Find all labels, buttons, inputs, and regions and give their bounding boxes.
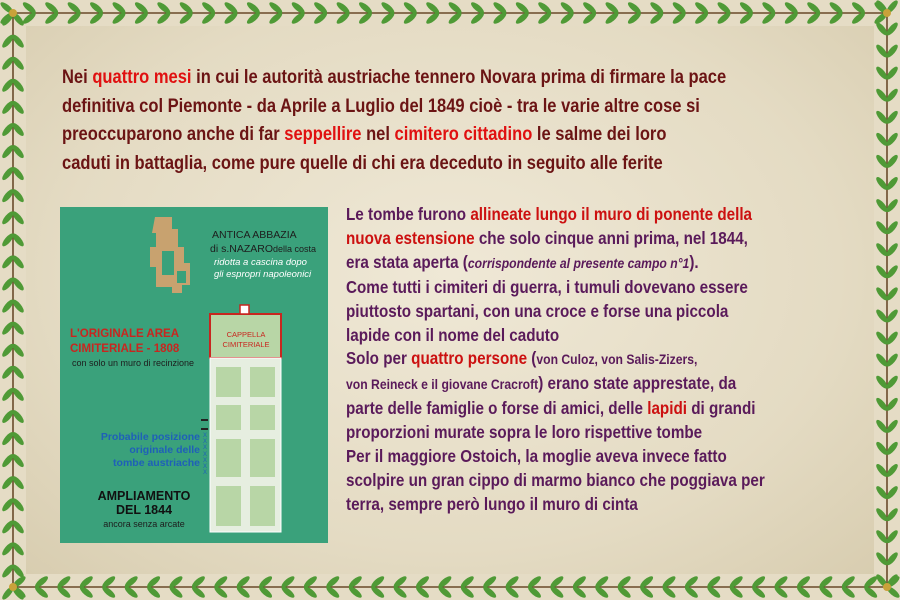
intro-text: preoccuparono anche di far [62, 124, 285, 145]
frame-corner-flower [883, 583, 891, 591]
body-paragraph [346, 203, 765, 517]
abbey-wing [177, 271, 186, 283]
highlight-quattro-persone: quattro persone [411, 348, 528, 369]
body-text: ). [689, 251, 699, 272]
expansion-line: AMPLIAMENTO [97, 489, 191, 503]
chapel-label-line: CAPPELLA [226, 330, 266, 339]
body-line [346, 251, 765, 276]
chapel-icon [240, 305, 249, 314]
abbey-suffix: della costa [273, 244, 317, 254]
body-line [346, 347, 765, 372]
original-area-label [70, 327, 179, 357]
chapel-label [220, 330, 272, 350]
body-line [346, 397, 765, 421]
expansion-block [216, 486, 241, 526]
names-small: von Reineck e il giovane Cracroft [346, 376, 539, 393]
intro-paragraph [62, 64, 749, 178]
probable-line: Probabile posizione [100, 431, 200, 443]
intro-text: nel [361, 124, 395, 145]
italic-note: corrispondente al presente campo n°1 [467, 254, 690, 271]
frame-corner-flower [9, 583, 17, 591]
body-line [346, 227, 765, 251]
abbey-courtyard [162, 251, 174, 275]
highlight-lapidi: lapidi [647, 398, 687, 419]
intro-text: Nei [62, 67, 93, 88]
intro-text: le salme dei loro [532, 124, 667, 145]
body-text: che solo cinque anni prima, nel 1844, [474, 227, 748, 248]
abbey-note-line: ridotta a cascina dopo [214, 257, 307, 268]
expansion-note: ancora senza arcate [103, 519, 185, 529]
expansion-block [250, 439, 275, 477]
probable-line: originale delle [129, 444, 200, 456]
body-line [346, 372, 765, 397]
abbey-note-line: gli espropri napoleonici [214, 269, 312, 280]
body-text: ) erano state apprestate, da [538, 373, 737, 394]
body-text: era stata aperta ( [346, 251, 468, 272]
original-area-note: con solo un muro di recinzione [72, 358, 195, 368]
body-line: proporzioni murate sopra le loro rispettive tombe [346, 422, 703, 443]
body-line: piuttosto spartani, con una croce e forse una piccola [346, 300, 729, 321]
expansion-block [216, 405, 241, 430]
gate-marker [201, 420, 208, 429]
highlight-nuova-estensione: nuova estensione [346, 227, 475, 248]
original-area-line: CIMITERIALE - 1808 [70, 343, 180, 355]
body-line: terra, sempre però lungo il muro di cinta [346, 493, 638, 514]
expansion-block [250, 405, 275, 430]
austrian-graves-marks: XXXXXXX [203, 433, 208, 477]
highlight-quattro-mesi: quattro mesi [92, 67, 192, 88]
highlight-allineate: allineate lungo il muro di ponente della [470, 204, 753, 224]
abbey-name: di s.NAZARO [210, 243, 274, 255]
body-text: di grandi [686, 398, 756, 419]
body-line: Per il maggiore Ostoich, la moglie aveva invece fatto [346, 446, 727, 467]
body-text: Solo per [346, 348, 412, 369]
intro-text: in cui le autorità austriache tennero Novara prima di firmare la pace [191, 67, 727, 88]
body-text: Le tombe furono [346, 204, 471, 224]
names-small: von Culoz, von Salis-Zizers, [536, 351, 698, 368]
abbey-note [214, 257, 311, 281]
cemetery-map [60, 207, 328, 543]
body-text: parte delle famiglie o forse di amici, delle [346, 398, 648, 419]
abbey-label: ANTICA ABBAZIA [212, 229, 297, 241]
body-line: scolpire un gran cippo di marmo bianco che poggiava per [346, 469, 765, 490]
probable-line: tombe austriache [113, 457, 200, 469]
expansion-block [250, 486, 275, 526]
expansion-block [250, 367, 275, 397]
abbey-label-2 [210, 243, 316, 255]
expansion-block [216, 367, 241, 397]
highlight-seppellire: seppellire [284, 124, 362, 145]
body-line [346, 203, 765, 227]
body-line: Come tutti i cimiteri di guerra, i tumuli dovevano essere [346, 276, 748, 297]
intro-line [62, 64, 749, 93]
expansion-block [216, 439, 241, 477]
highlight-cimitero: cimitero cittadino [394, 124, 533, 145]
intro-line: definitiva col Piemonte - da Aprile a Luglio del 1849 cioè - tra le varie altre cose si [62, 95, 700, 117]
probable-position-label [90, 431, 200, 470]
body-text: ( [527, 348, 537, 369]
intro-line [62, 121, 749, 150]
frame-corner-flower [883, 9, 891, 17]
expansion-line: DEL 1844 [115, 503, 173, 517]
body-line: lapide con il nome del caduto [346, 324, 560, 345]
frame-corner-flower [9, 9, 17, 17]
original-area-line: L'ORIGINALE AREA [70, 328, 180, 340]
intro-line: caduti in battaglia, come pure quelle di chi era deceduto in seguito alle ferite [62, 152, 663, 174]
expansion-label [84, 489, 204, 517]
chapel-label-line: CIMITERIALE [222, 340, 270, 349]
